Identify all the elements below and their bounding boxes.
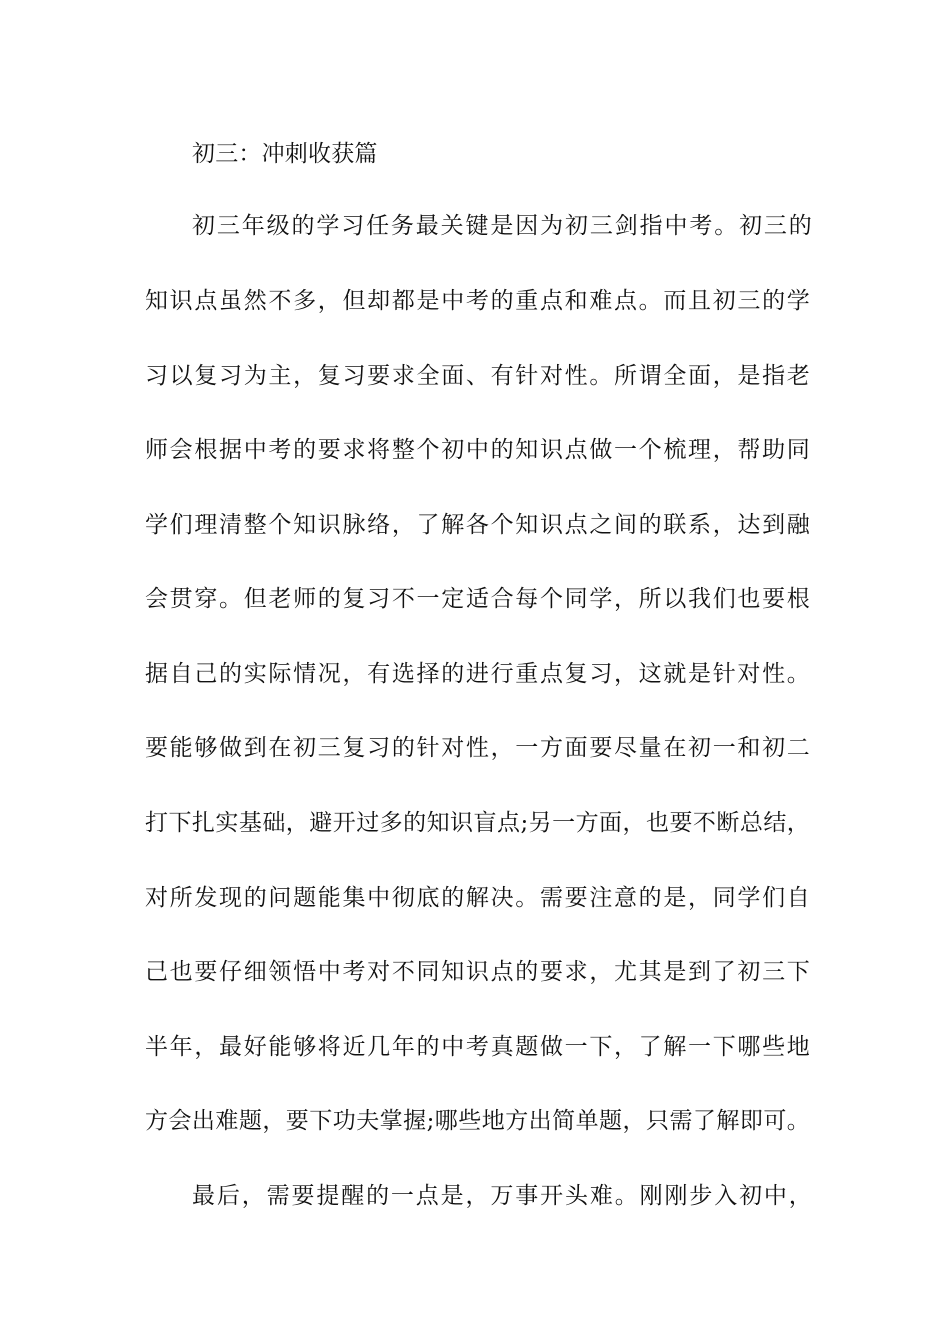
paragraph-line: 习以复习为主，复习要求全面、有针对性。所谓全面，是指老	[145, 363, 810, 389]
paragraph-line: 师会根据中考的要求将整个初中的知识点做一个梳理，帮助同	[145, 437, 810, 463]
paragraph-line: 半年，最好能够将近几年的中考真题做一下，了解一下哪些地	[145, 1034, 810, 1060]
paragraph-line: 初三年级的学习任务最关键是因为初三剑指中考。初三的	[192, 213, 812, 239]
paragraph-line: 最后，需要提醒的一点是，万事开头难。刚刚步入初中，	[192, 1183, 812, 1209]
paragraph-line: 知识点虽然不多，但却都是中考的重点和难点。而且初三的学	[145, 288, 810, 314]
section-heading: 初三：冲刺收获篇	[192, 141, 378, 167]
paragraph-line: 据自己的实际情况，有选择的进行重点复习，这就是针对性。	[145, 661, 810, 687]
paragraph-line: 对所发现的问题能集中彻底的解决。需要注意的是，同学们自	[145, 885, 810, 911]
paragraph-line: 要能够做到在初三复习的针对性，一方面要尽量在初一和初二	[145, 735, 810, 761]
paragraph-line: 学们理清整个知识脉络，了解各个知识点之间的联系，达到融	[145, 512, 810, 538]
paragraph-line: 己也要仔细领悟中考对不同知识点的要求，尤其是到了初三下	[145, 959, 810, 985]
paragraph-line: 方会出难题，要下功夫掌握;哪些地方出简单题，只需了解即可。	[145, 1108, 810, 1134]
paragraph-line: 打下扎实基础，避开过多的知识盲点;另一方面，也要不断总结，	[145, 810, 810, 836]
paragraph-line: 会贯穿。但老师的复习不一定适合每个同学，所以我们也要根	[145, 586, 810, 612]
